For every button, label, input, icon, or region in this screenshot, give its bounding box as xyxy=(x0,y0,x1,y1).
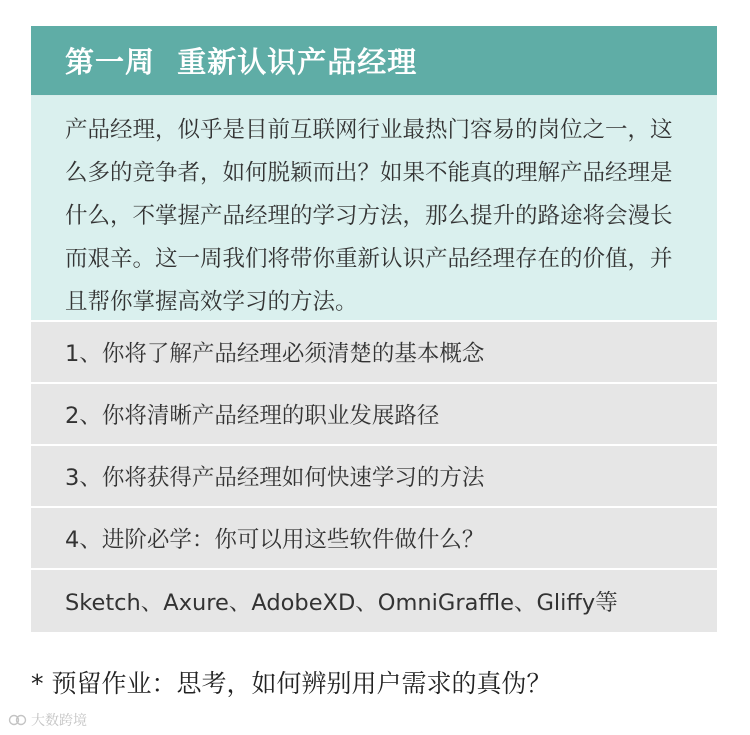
point-row-3: 3、你将获得产品经理如何快速学习的方法 xyxy=(31,446,717,508)
watermark-text: 大数跨境 xyxy=(31,713,87,729)
intro-section xyxy=(31,96,717,322)
watermark xyxy=(8,710,87,730)
week-header xyxy=(31,26,717,96)
watermark-logo-icon xyxy=(8,714,28,726)
homework-note: * 预留作业：思考，如何辨别用户需求的真伪？ xyxy=(31,669,552,698)
point-row-2: 2、你将清晰产品经理的职业发展路径 xyxy=(31,384,717,446)
week-title: 第一周 重新认识产品经理 xyxy=(65,45,418,79)
software-list-row: Sketch、Axure、AdobeXD、OmniGraffle、Gliffy等 xyxy=(31,570,717,632)
point-row-4: 4、进阶必学：你可以用这些软件做什么？ xyxy=(31,508,717,570)
course-card xyxy=(31,26,717,632)
intro-text: 产品经理，似乎是目前互联网行业最热门容易的岗位之一，这么多的竞争者，如何脱颖而出？如果不能真的理解产品经理是什么，不掌握产品经理的学习方法，那么提升的路途将会漫长而艰辛。这一周我们将带你重新认识产品经理存在的价值，并且帮你掌握高效学习的方法。 xyxy=(65,117,673,315)
point-row-1: 1、你将了解产品经理必须清楚的基本概念 xyxy=(31,322,717,384)
